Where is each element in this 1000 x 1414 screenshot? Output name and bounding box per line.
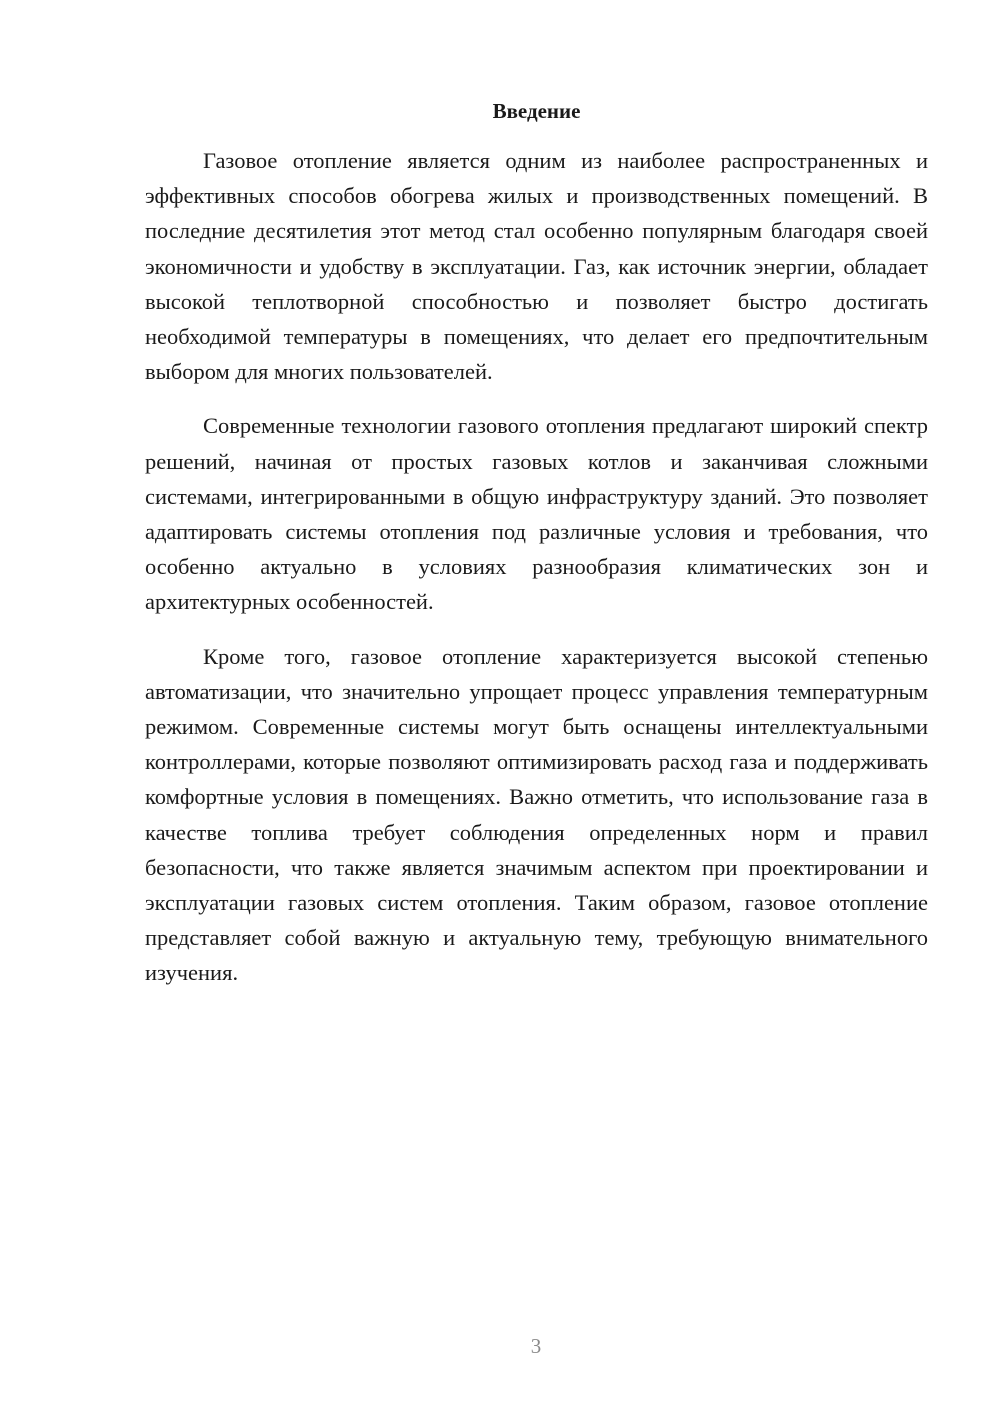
paragraph-1: Газовое отопление является одним из наиболее распространенных и эффективных способов обогрева жилых и производственных помещений. В последние десятилетия этот метод стал особенно популярным благодаря своей экономичности и удобству в эксплуатации. Газ, как источник энергии, обладает высокой теплотворной способностью и позволяет быстро достигать необходимой температуры в помещениях, что делает его предпочтительным выбором для многих пользователей. bbox=[145, 148, 928, 385]
page-number: 3 bbox=[530, 1334, 542, 1358]
section-heading: Введение bbox=[492, 99, 581, 123]
paragraph-3: Кроме того, газовое отопление характеризуется высокой степенью автоматизации, что значительно упрощает процесс управления температурным режимом. Современные системы могут быть оснащены интеллектуальными контроллерами, которые позволяют оптимизировать расход газа и поддерживать комфортные условия в помещениях. Важно отметить, что использование газа в качестве топлива требует соблюдения определенных норм и правил безопасности, что также является значимым аспектом при проектировании и эксплуатации газовых систем отопления. Таким образом, газовое отопление представляет собой важную и актуальную тему, требующую внимательного изучения. bbox=[145, 643, 928, 986]
body-text bbox=[145, 143, 928, 1010]
paragraph-2: Современные технологии газового отопления предлагают широкий спектр решений, начиная от простых газовых котлов и заканчивая сложными системами, интегрированными в общую инфраструктуру зданий. Это позволяет адаптировать системы отопления под различные условия и требования, что особенно актуально в условиях разнообразия климатических зон и архитектурных особенностей. bbox=[145, 413, 928, 615]
